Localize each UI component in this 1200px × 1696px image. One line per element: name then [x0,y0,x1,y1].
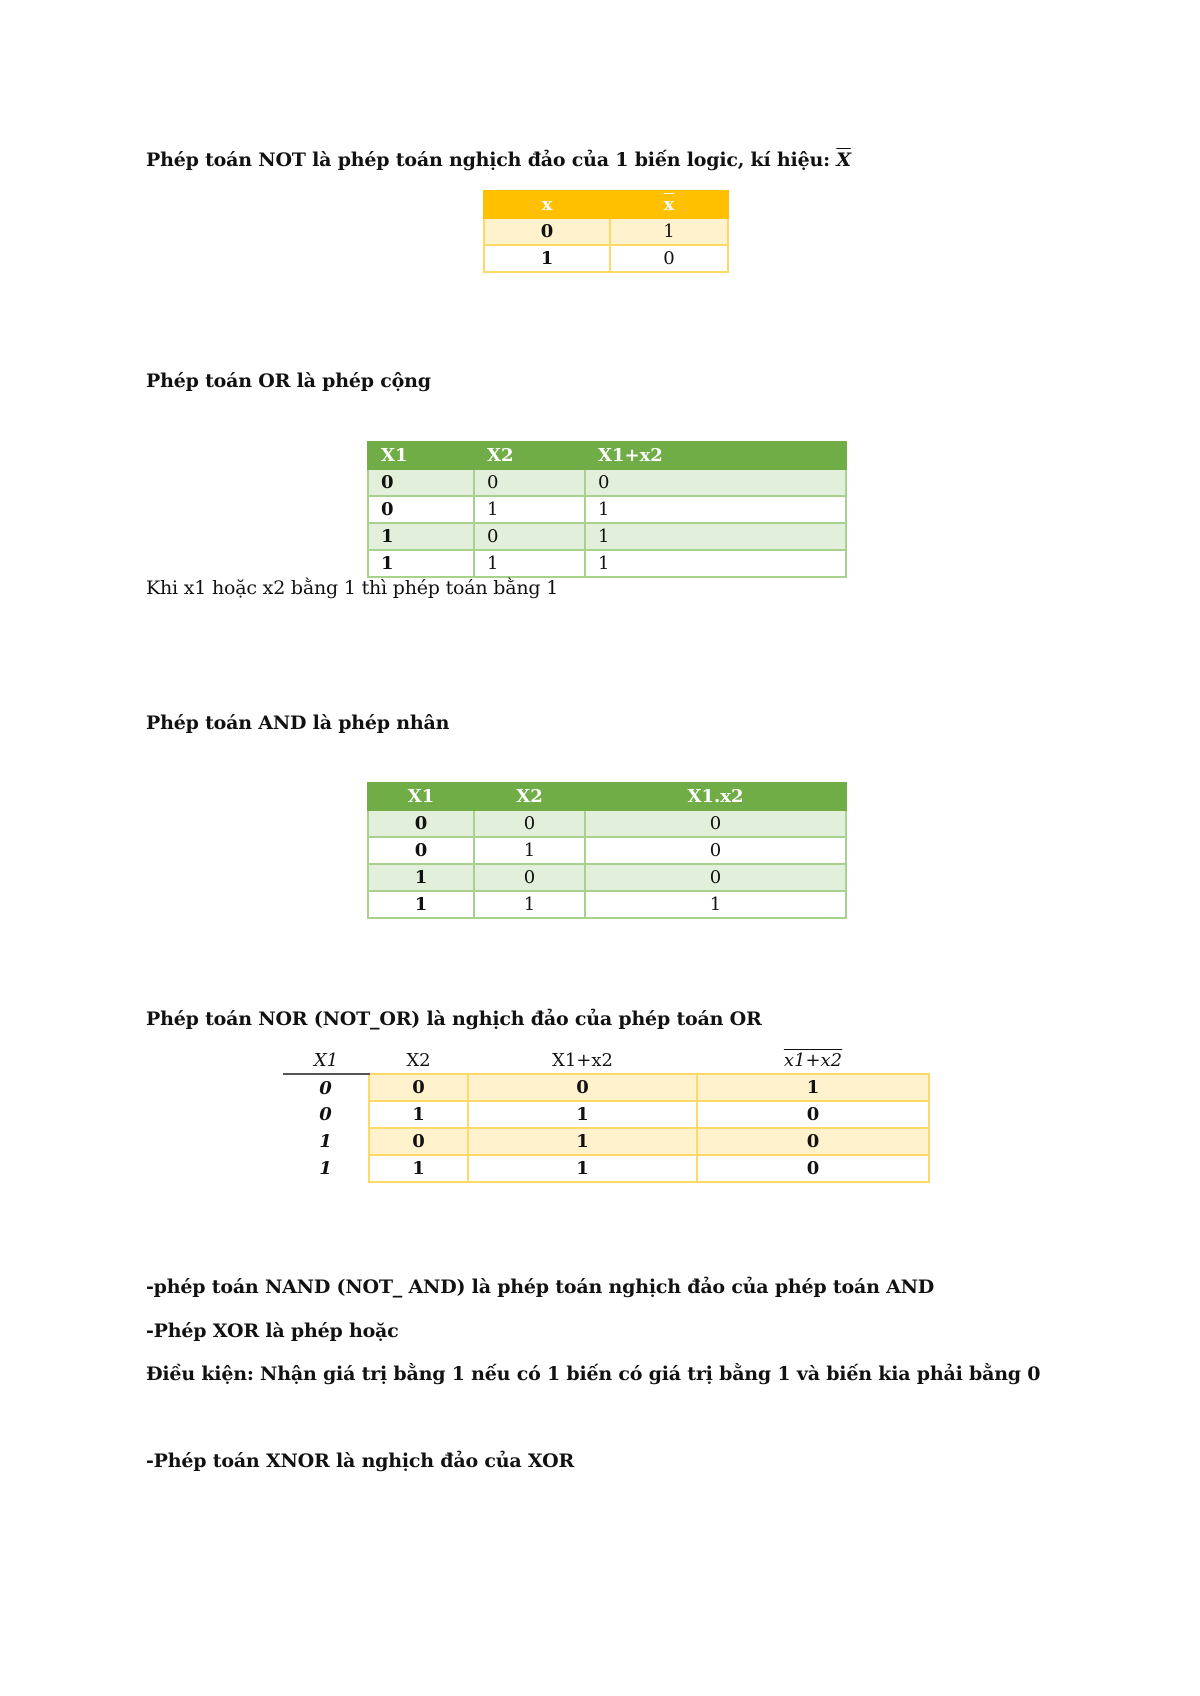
table-cell: 1 [474,550,585,577]
header-cell: X2 [474,442,585,469]
header-cell: X2 [474,783,585,810]
table-cell: 0 [697,1101,929,1128]
table-cell: 1 [585,550,846,577]
not-symbol: $\overline{X}$ [836,149,851,171]
table-cell: 0 [319,1104,332,1125]
table-cell: 1 [484,245,610,272]
and-truth-table [367,782,847,919]
table-cell: 0 [585,837,846,864]
table-cell: 0 [368,810,474,837]
table-cell: 0 [697,1155,929,1182]
table-row [368,891,846,918]
table-cell: 1 [319,1131,332,1152]
header-cell: X1.x2 [585,783,846,810]
table-cell: 1 [468,1155,697,1182]
nor-heading: Phép toán NOR (NOT_OR) là nghịch đảo của phép toán OR [146,1008,762,1030]
header-cell: X1 [283,1048,369,1074]
table-cell: 1 [474,837,585,864]
table-row [283,1101,929,1128]
table-cell: 0 [468,1074,697,1101]
header-cell: X2 [406,1050,431,1071]
table-cell: 1 [610,218,728,245]
nand-line: -phép toán NAND (NOT_ AND) là phép toán nghịch đảo của phép toán AND [146,1276,935,1298]
table-row [368,469,846,496]
table-cell: 1 [319,1158,332,1179]
header-cell: X1+x2 [552,1050,613,1071]
table-cell: 0 [610,245,728,272]
table-cell: 0 [474,810,585,837]
header-cell: X1+x2 [585,442,846,469]
table-cell: 1 [368,523,474,550]
condition-line: Điều kiện: Nhận giá trị bằng 1 nếu có 1 biến có giá trị bằng 1 và biến kia phải bằng 0 [146,1363,1041,1385]
table-cell: 1 [468,1128,697,1155]
table-cell: 1 [368,891,474,918]
table-row [368,837,846,864]
or-truth-table [367,441,847,578]
nor-truth-table [283,1048,930,1183]
table-header-row [368,783,846,810]
and-heading: Phép toán AND là phép nhân [146,712,450,734]
table-cell: 0 [474,523,585,550]
table-cell: 1 [369,1101,468,1128]
table-row [484,245,728,272]
header-cell: X1 [368,442,474,469]
table-cell: 0 [474,469,585,496]
table-cell: 0 [585,864,846,891]
table-cell: 1 [474,496,585,523]
xnor-line: -Phép toán XNOR là nghịch đảo của XOR [146,1450,575,1472]
table-cell: 1 [369,1155,468,1182]
table-cell: 0 [585,469,846,496]
table-cell: 0 [368,837,474,864]
table-row [368,496,846,523]
table-cell: 1 [585,891,846,918]
table-row [283,1074,929,1101]
or-heading: Phép toán OR là phép cộng [146,370,431,392]
table-cell: 0 [368,496,474,523]
not-heading [146,149,851,171]
nor-expression: x1+x2 [783,1050,843,1071]
or-note: Khi x1 hoặc x2 bằng 1 thì phép toán bằng 1 [146,577,559,599]
table-header-row [484,191,728,218]
table-row [368,523,846,550]
table-header-row [283,1048,929,1074]
table-row [368,810,846,837]
table-row [283,1155,929,1182]
table-header-row [368,442,846,469]
header-cell: X1 [368,783,474,810]
header-cell-x: x [484,191,610,218]
table-cell: 1 [585,523,846,550]
table-cell: 0 [369,1128,468,1155]
table-cell: 0 [368,469,474,496]
table-row [283,1128,929,1155]
table-cell: 0 [369,1074,468,1101]
table-cell: 1 [368,864,474,891]
header-cell-not-x: $\overline{x}$ [610,191,728,218]
table-cell: 1 [697,1074,929,1101]
not-heading-text: Phép toán NOT là phép toán nghịch đảo của 1 biến logic, kí hiệu: [146,149,830,171]
table-cell: 1 [468,1101,697,1128]
table-cell: 0 [585,810,846,837]
table-cell: 1 [585,496,846,523]
header-cell [697,1048,929,1074]
table-cell: 1 [474,891,585,918]
table-cell: 0 [484,218,610,245]
table-row [368,864,846,891]
table-row [484,218,728,245]
not-truth-table [483,190,729,273]
table-row [368,550,846,577]
table-cell: 0 [474,864,585,891]
xor-line: -Phép XOR là phép hoặc [146,1320,399,1342]
table-cell: 1 [368,550,474,577]
table-cell: 0 [319,1077,332,1099]
table-cell: 0 [697,1128,929,1155]
